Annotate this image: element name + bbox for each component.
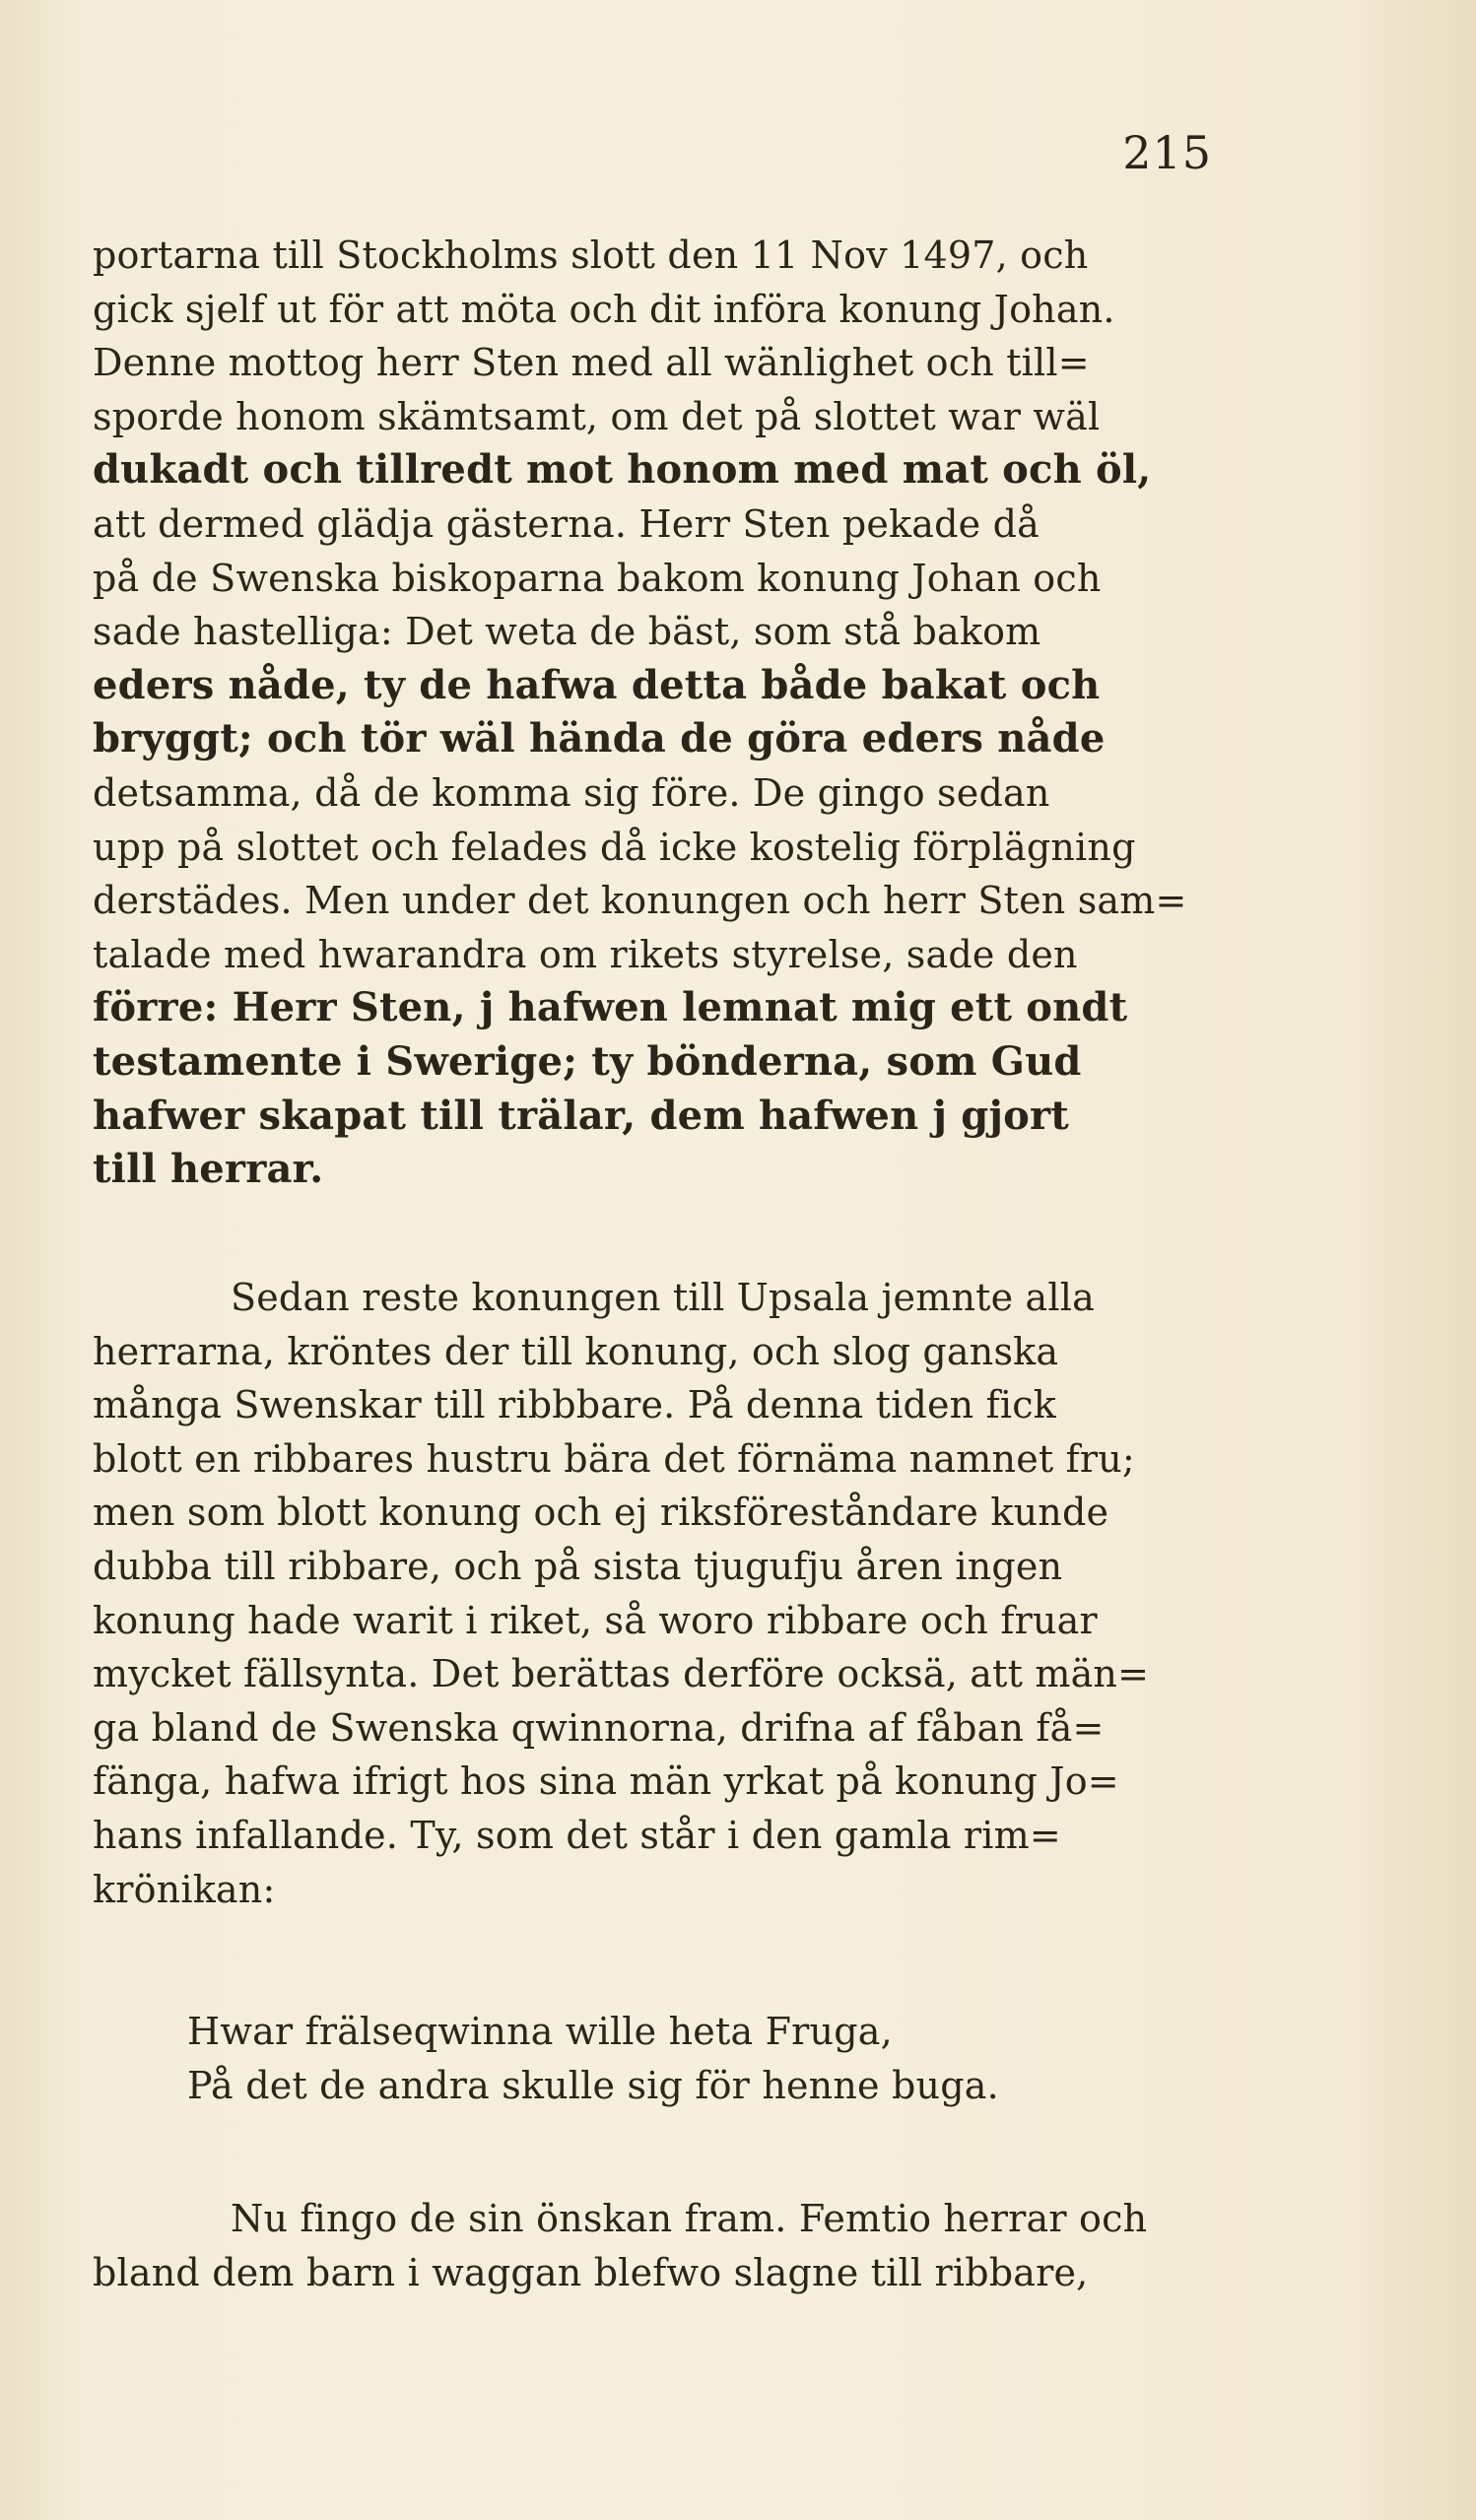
text-line: sade hastelliga: Det weta de bäst, som stå bakom xyxy=(93,610,1041,654)
text-line: hans infallande. Ty, som det står i den gamla rim= xyxy=(93,1813,1061,1857)
text-line: derstädes. Men under det konungen och herr Sten sam= xyxy=(93,879,1187,923)
text-line: herrarna, kröntes der till konung, och slog ganska xyxy=(93,1329,1059,1373)
text-line: på de Swenska biskoparna bakom konung Johan och xyxy=(93,556,1102,600)
text-line: krönikan: xyxy=(93,1867,276,1911)
paragraph-2 xyxy=(93,1271,1263,1916)
text-line: mycket fällsynta. Det berättas derföre ocksä, att män= xyxy=(93,1652,1150,1696)
text-line: talade med hwarandra om rikets styrelse, sade den xyxy=(93,932,1078,976)
text-line: Nu fingo de sin önskan fram. Femtio herrar och xyxy=(231,2197,1148,2240)
paragraph-3 xyxy=(93,2192,1263,2299)
verse-block xyxy=(93,2005,1263,2112)
text-line: bland dem barn i waggan blefwo slagne till ribbare, xyxy=(93,2250,1089,2294)
text-line: detsamma, då de komma sig före. De gingo sedan xyxy=(93,770,1050,815)
text-line: fänga, hafwa ifrigt hos sina män yrkat på konung Jo= xyxy=(93,1759,1119,1804)
paragraph-1 xyxy=(93,229,1263,1197)
text-line: ga bland de Swenska qwinnorna, drifna af fåban få= xyxy=(93,1705,1105,1750)
text-line: dubba till ribbare, och på sista tjugufju åren ingen xyxy=(93,1544,1063,1588)
page-number: 215 xyxy=(1122,126,1212,179)
text-line: blott en ribbares hustru bära det förnäma namnet fru; xyxy=(93,1436,1135,1481)
text-line: eders nåde, ty de hafwa detta både bakat och xyxy=(93,661,1101,708)
text-line: dukadt och tillredt mot honom med mat och öl, xyxy=(93,446,1152,494)
text-line: till herrar. xyxy=(93,1146,324,1193)
text-line: testamente i Swerige; ty bönderna, som Gud xyxy=(93,1037,1082,1085)
text-line: men som blott konung och ej riksföreståndare kunde xyxy=(93,1491,1109,1535)
text-line: upp på slottet och felades då icke kostelig förplägning xyxy=(93,825,1136,869)
text-line: gick sjelf ut för att möta och dit införa konung Johan. xyxy=(93,287,1115,331)
text-line: hafwer skapat till trälar, dem hafwen j gjort xyxy=(93,1092,1069,1139)
text-line: förre: Herr Sten, j hafwen lemnat mig ett ondt xyxy=(93,984,1128,1031)
text-line: många Swenskar till ribbbare. På denna tiden fick xyxy=(93,1383,1056,1427)
text-line: bryggt; och tör wäl hända de göra eders nåde xyxy=(93,715,1106,763)
text-line: konung hade warit i riket, så woro ribbare och fruar xyxy=(93,1598,1098,1642)
text-line: Sedan reste konungen till Upsala jemnte alla xyxy=(231,1276,1095,1319)
text-line: portarna till Stockholms slott den 11 Nov 1497, och xyxy=(93,233,1089,277)
verse-line: Hwar frälseqwinna wille heta Fruga, xyxy=(187,2010,893,2053)
text-line: sporde honom skämtsamt, om det på slottet war wäl xyxy=(93,394,1101,438)
text-line: Denne mottog herr Sten med all wänlighet och till= xyxy=(93,341,1090,385)
text-line: att dermed glädja gästerna. Herr Sten pekade då xyxy=(93,501,1040,546)
verse-line: På det de andra skulle sig för henne buga. xyxy=(187,2063,999,2107)
